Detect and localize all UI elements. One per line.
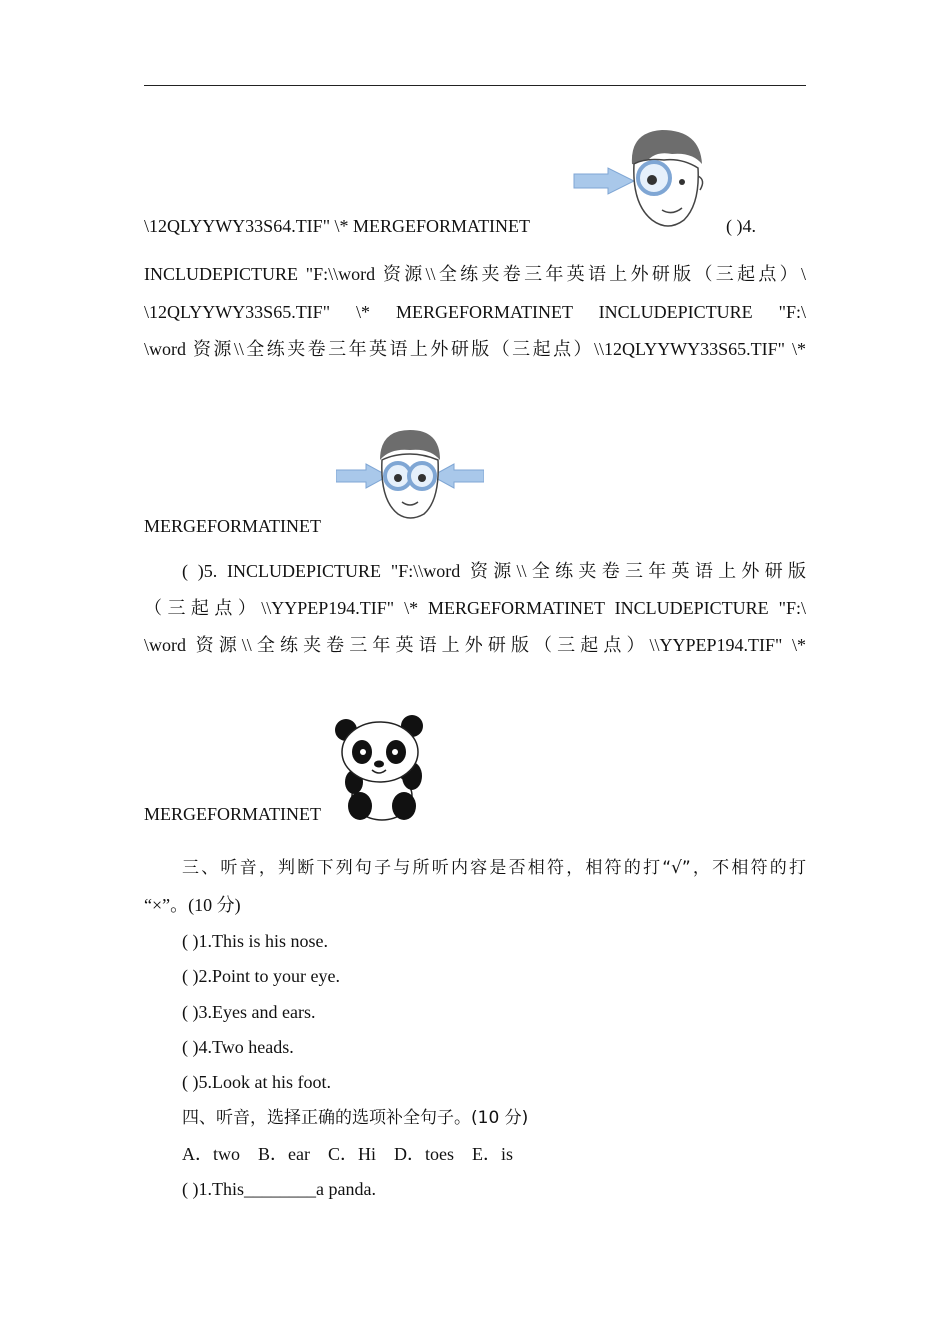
text-line-8: \word 资源\\全练夹卷三年英语上外研版（三起点）\\YYPEP194.TIF" \* <box>144 635 806 655</box>
section3-title-cont: “×”。(10 分) <box>144 895 241 915</box>
section4-options: A．two B．ear C．Hi D．toes E．is <box>182 1144 513 1164</box>
section4-title: 四、听音，选择正确的选项补全句子。(10 分) <box>182 1108 529 1128</box>
section3-item-2: ( )2.Point to your eye. <box>182 966 340 986</box>
text-line-4: \word 资源\\全练夹卷三年英语上外研版（三起点）\\12QLYYWY33S65.TIF" \* <box>144 339 806 359</box>
text-line-2: INCLUDEPICTURE "F:\\word 资源\\全练夹卷三年英语上外研版（三起点）\ <box>144 264 806 284</box>
text-line-1: \12QLYYWY33S64.TIF" \* MERGEFORMATINET ( )4. <box>144 216 756 236</box>
section3-title: 三、听音，判断下列句子与所听内容是否相符，相符的打“√”，不相符的打 <box>182 858 806 878</box>
text-line-5: MERGEFORMATINET <box>144 516 322 536</box>
text-line-7: （三起点）\\YYPEP194.TIF" \* MERGEFORMATINET INCLUDEPICTURE "F:\ <box>144 598 806 618</box>
section3-item-4: ( )4.Two heads. <box>182 1037 294 1057</box>
section4-item-1: ( )1.This________a panda. <box>182 1179 376 1199</box>
section3-item-5: ( )5.Look at his foot. <box>182 1072 331 1092</box>
section3-item-1: ( )1.This is his nose. <box>182 931 328 951</box>
text-line-9: MERGEFORMATINET <box>144 804 322 824</box>
text-line-3: \12QLYYWY33S65.TIF" \* MERGEFORMATINET INCLUDEPICTURE "F:\ <box>144 302 806 322</box>
header-rule <box>144 85 806 86</box>
text-line-6: ( )5. INCLUDEPICTURE "F:\\word 资源\\全练夹卷三年英语上外研版 <box>182 561 806 581</box>
section3-item-3: ( )3.Eyes and ears. <box>182 1002 316 1022</box>
